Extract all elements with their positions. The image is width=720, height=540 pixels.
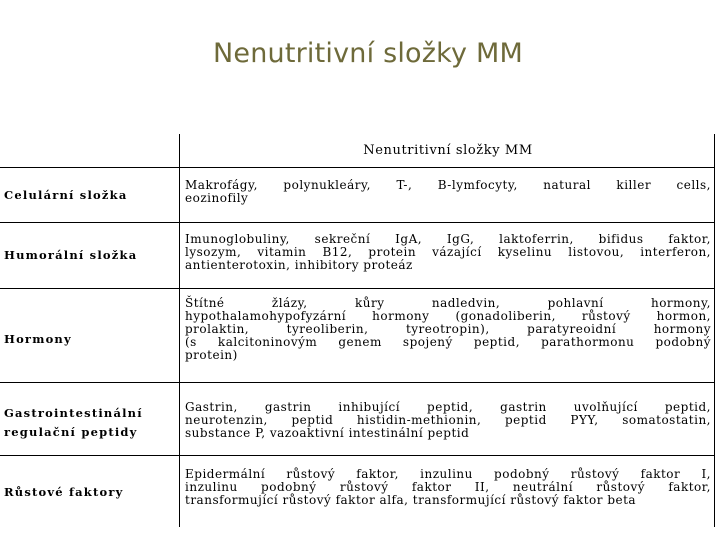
nutrient-table bbox=[0, 134, 716, 527]
content-line: hypothalamohypofyzární hormony (gonadoliberin, růstový hormon, bbox=[185, 309, 711, 323]
content-line: Imunoglobuliny, sekreční IgA, IgG, laktoferrin, bifidus faktor, bbox=[185, 232, 711, 246]
table-row-rule bbox=[0, 222, 715, 223]
row-content-cellular bbox=[185, 179, 711, 205]
row-content-gastrointestinal bbox=[185, 401, 711, 440]
row-label-text: Hormony bbox=[4, 332, 72, 346]
row-label-text: regulační peptidy bbox=[4, 425, 138, 439]
content-line: neurotenzin, peptid histidin-methionin, peptid PYY, somatostatin, bbox=[185, 413, 711, 427]
content-line: lysozym, vitamin B12, protein vázající kyselinu listovou, interferon, bbox=[185, 245, 711, 259]
content-line: substance P, vazoaktivní intestinální peptid bbox=[185, 426, 470, 440]
row-label-cellular bbox=[4, 186, 176, 205]
row-label-text: Celulární složka bbox=[4, 188, 128, 202]
content-line: eozinofily bbox=[185, 191, 249, 205]
row-label-gastrointestinal bbox=[4, 404, 176, 442]
content-line: Makrofágy, polynukleáry, T-, B-lymfocyty, natural killer cells, bbox=[185, 178, 711, 192]
content-line: Štítné žlázy, kůry nadledvin, pohlavní hormony, bbox=[185, 296, 711, 310]
row-label-text: Růstové faktory bbox=[4, 485, 124, 499]
content-line: inzulinu podobný růstový faktor II, neutrální růstový faktor, bbox=[185, 480, 711, 494]
content-line: (s kalcitoninovým genem spojený peptid, parathormonu podobný bbox=[185, 335, 711, 349]
row-label-growth-factors bbox=[4, 483, 176, 502]
table-header-rule bbox=[0, 167, 715, 168]
row-label-text: Gastrointestinální bbox=[4, 406, 143, 420]
row-content-hormones bbox=[185, 297, 711, 362]
content-line: prolaktin, tyreoliberin, tyreotropin), paratyreoidní hormony bbox=[185, 322, 711, 336]
content-line: antienterotoxin, inhibitory proteáz bbox=[185, 258, 413, 272]
content-line: Epidermální růstový faktor, inzulinu podobný růstový faktor I, bbox=[185, 467, 711, 481]
row-content-growth-factors bbox=[185, 468, 711, 507]
table-row-rule bbox=[0, 382, 715, 383]
table-divider-vertical bbox=[179, 134, 180, 527]
content-line: Gastrin, gastrin inhibující peptid, gastrin uvolňující peptid, bbox=[185, 400, 711, 414]
slide-title: Nenutritivní složky MM bbox=[213, 38, 523, 69]
content-line: transformující růstový faktor alfa, transformující růstový faktor beta bbox=[185, 493, 637, 507]
row-label-text: Humorální složka bbox=[4, 248, 138, 262]
row-label-hormones bbox=[4, 330, 176, 349]
table-row-rule bbox=[0, 455, 715, 456]
row-label-humoral bbox=[4, 246, 176, 265]
table-border-right bbox=[714, 134, 715, 527]
table-header: Nenutritivní složky MM bbox=[363, 143, 533, 158]
row-content-humoral bbox=[185, 233, 711, 272]
table-row-rule bbox=[0, 288, 715, 289]
content-line: protein) bbox=[185, 348, 238, 362]
